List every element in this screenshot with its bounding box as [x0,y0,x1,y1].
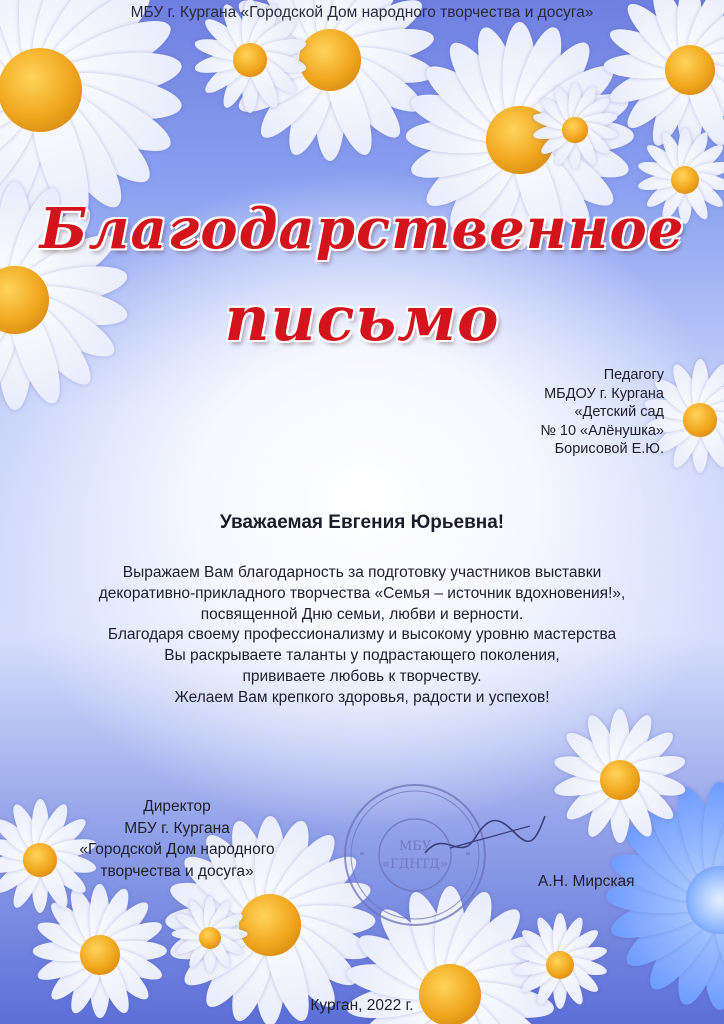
body-line: Выражаем Вам благодарность за подготовку участников выставки [122,564,602,581]
body-line: прививаете любовь к творчеству. [242,667,482,685]
organization-header: МБУ г. Кургана «Городской Дом народного творчества и досуга» [130,4,594,21]
body-line: посвященной Дню семьи, любви и верности. [200,605,524,623]
signer-name: А.Н. Мирская [538,873,635,890]
signer-org: МБУ г. Кургана [124,819,230,837]
body-line: Желаем Вам крепкого здоровья, радости и успехов! [174,688,550,706]
stamp-text: МБУ [398,839,432,854]
recipient-line: Педагогу [603,367,664,383]
salutation: Уважаемая Евгения Юрьевна! [219,512,505,533]
daisy-icon [550,710,690,850]
recipient-line: № 10 «Алёнушка» [540,422,664,439]
title-line-1: Благодарственное [39,196,685,262]
signer-title: Директор [143,798,211,815]
body-line: Благодаря своему профессионализму и высокому уровню мастерства [107,626,617,644]
handwritten-signature [420,808,550,868]
signer-block [62,796,292,882]
daisy-icon [530,85,620,175]
recipient-line: Борисовой Е.Ю. [554,441,664,457]
recipient-line: «Детский сад [574,404,664,420]
daisy-icon [170,898,250,978]
recipient-block [540,366,664,459]
recipient-line: МБДОУ г. Кургана [544,385,664,402]
title-line-2: письмо [224,282,500,355]
signer-org: творчества и досуга» [100,862,254,880]
stamp-text: «ГДНТД» [382,857,448,872]
place-date: Курган, 2022 г. [310,997,414,1014]
letter-body [40,563,684,709]
body-line: декоративно-прикладного творчества «Семья – источник вдохновения!», [98,584,626,602]
signer-org: «Городской Дом народного [79,841,275,858]
body-line: Вы раскрываете таланты у подрастающего поколения, [164,647,560,665]
